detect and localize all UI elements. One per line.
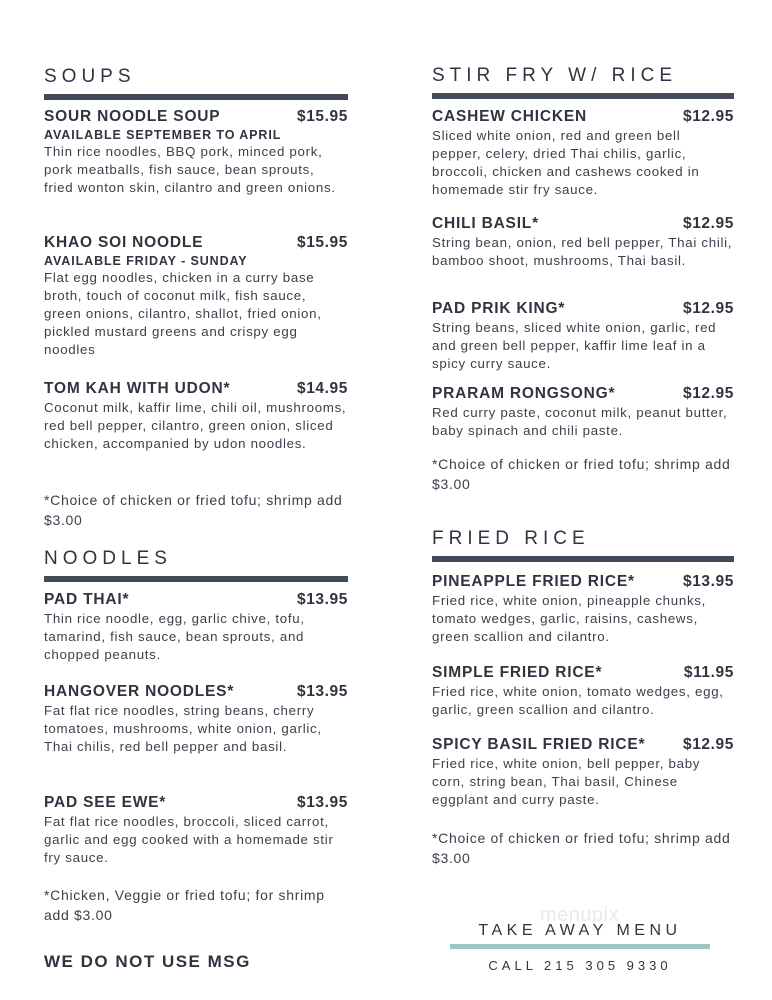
noodles-note: *Chicken, Veggie or fried tofu; for shrimp add $3.00 xyxy=(44,887,325,923)
item-description: Fried rice, white onion, pineapple chunks, tomato wedges, garlic, raisins, cashews, green scallion and cilantro. xyxy=(432,593,707,644)
stir-fry-items xyxy=(432,108,734,498)
item-price: $12.95 xyxy=(682,215,734,232)
soups-items xyxy=(44,108,348,548)
item-price: $12.95 xyxy=(682,108,734,125)
menu-item xyxy=(44,683,348,756)
item-name: SPICY BASIL FRIED RICE* xyxy=(432,736,646,753)
item-price: $12.95 xyxy=(682,385,734,402)
item-description: Fried rice, white onion, bell pepper, baby corn, string bean, Thai basil, Chinese eggplant and curry paste. xyxy=(432,756,701,807)
fried-rice-items xyxy=(432,573,734,893)
item-description: String bean, onion, red bell pepper, Thai chili, bamboo shoot, mushrooms, Thai basil. xyxy=(432,235,733,268)
stir-fry-title: STIR FRY W/ RICE xyxy=(432,65,678,86)
menu-item xyxy=(432,215,734,270)
item-name: PAD THAI* xyxy=(44,591,130,608)
item-description: String beans, sliced white onion, garlic, red and green bell pepper, kaffir lime leaf in a spicy curry sauce. xyxy=(432,320,717,371)
menu-item xyxy=(44,108,348,197)
item-name: PAD SEE EWE* xyxy=(44,794,167,811)
item-name: CHILI BASIL* xyxy=(432,215,539,232)
menu-item xyxy=(44,591,348,664)
noodles-section xyxy=(44,548,348,582)
noodles-title: NOODLES xyxy=(44,548,172,569)
item-name: KHAO SOI NOODLE xyxy=(44,234,204,251)
takeaway-title: TAKE AWAY MENU xyxy=(478,922,682,939)
fried-rice-title: FRIED RICE xyxy=(432,528,590,549)
menu-item xyxy=(432,108,734,199)
section-divider xyxy=(44,576,348,582)
stir-fry-note: *Choice of chicken or fried tofu; shrimp add $3.00 xyxy=(432,456,731,492)
item-description: Sliced white onion, red and green bell pepper, celery, dried Thai chilis, garlic, broccoli, chicken and cashews cooked in homemade stir fry sauce. xyxy=(432,128,700,197)
item-name: SOUR NOODLE SOUP xyxy=(44,108,221,125)
noodles-items xyxy=(44,591,348,931)
item-description: Fat flat rice noodles, string beans, cherry tomatoes, mushrooms, white onion, garlic, Thai chilis, red bell pepper and basil. xyxy=(44,703,322,754)
menu-item xyxy=(432,664,734,719)
item-price: $15.95 xyxy=(296,234,348,251)
phone-number[interactable]: CALL 215 305 9330 xyxy=(488,958,672,973)
item-name: PINEAPPLE FRIED RICE* xyxy=(432,573,635,590)
item-availability: AVAILABLE FRIDAY - SUNDAY xyxy=(44,254,248,268)
item-name: PAD PRIK KING* xyxy=(432,300,566,317)
item-name: CASHEW CHICKEN xyxy=(432,108,588,125)
item-name: HANGOVER NOODLES* xyxy=(44,683,235,700)
menu-item xyxy=(432,300,734,373)
menu-item xyxy=(44,234,348,359)
menu-item xyxy=(432,736,734,809)
item-description: Thin rice noodle, egg, garlic chive, tofu, tamarind, fish sauce, bean sprouts, and chopped peanuts. xyxy=(44,611,305,662)
item-description: Coconut milk, kaffir lime, chili oil, mushrooms, red bell pepper, cilantro, green onion, sliced chicken, accompanied by udon noodles. xyxy=(44,400,347,451)
item-description: Fat flat rice noodles, broccoli, sliced carrot, garlic and egg cooked with a homemade stir fry sauce. xyxy=(44,814,334,865)
item-price: $13.95 xyxy=(296,683,348,700)
item-name: PRARAM RONGSONG* xyxy=(432,385,616,402)
menu-item xyxy=(432,385,734,440)
item-price: $14.95 xyxy=(296,380,348,397)
item-description: Red curry paste, coconut milk, peanut butter, baby spinach and chili paste. xyxy=(432,405,728,438)
item-price: $13.95 xyxy=(296,591,348,608)
menu-item xyxy=(44,380,348,453)
menu-item xyxy=(44,794,348,867)
takeaway-block xyxy=(450,922,710,973)
soups-note: *Choice of chicken or fried tofu; shrimp add $3.00 xyxy=(44,492,343,528)
section-divider xyxy=(432,556,734,562)
item-price: $15.95 xyxy=(296,108,348,125)
item-description: Thin rice noodles, BBQ pork, minced pork, pork meatballs, fish sauce, bean sprouts, fried wonton skin, cilantro and green onions. xyxy=(44,144,336,195)
menu-item xyxy=(432,573,734,646)
section-divider xyxy=(44,94,348,100)
item-availability: AVAILABLE SEPTEMBER TO APRIL xyxy=(44,128,282,142)
soups-section xyxy=(44,66,348,100)
watermark: menupix xyxy=(540,904,620,926)
item-price: $13.95 xyxy=(296,794,348,811)
item-price: $12.95 xyxy=(682,300,734,317)
item-price: $12.95 xyxy=(682,736,734,753)
fried-rice-note: *Choice of chicken or fried tofu; shrimp add $3.00 xyxy=(432,830,731,866)
item-name: TOM KAH WITH UDON* xyxy=(44,380,231,397)
no-msg-notice: WE DO NOT USE MSG xyxy=(44,952,251,971)
soups-title: SOUPS xyxy=(44,66,136,87)
item-price: $13.95 xyxy=(682,573,734,590)
section-divider xyxy=(432,93,734,99)
item-price: $11.95 xyxy=(683,664,734,681)
takeaway-divider xyxy=(450,944,710,949)
item-description: Flat egg noodles, chicken in a curry base broth, touch of coconut milk, fish sauce, green onions, cilantro, shallot, fried onion, pickled mustard greens and crispy egg noodles xyxy=(44,270,322,357)
fried-rice-section xyxy=(432,528,734,562)
stir-fry-section xyxy=(432,65,734,99)
item-name: SIMPLE FRIED RICE* xyxy=(432,664,603,681)
item-description: Fried rice, white onion, tomato wedges, egg, garlic, green scallion and cilantro. xyxy=(432,684,724,717)
